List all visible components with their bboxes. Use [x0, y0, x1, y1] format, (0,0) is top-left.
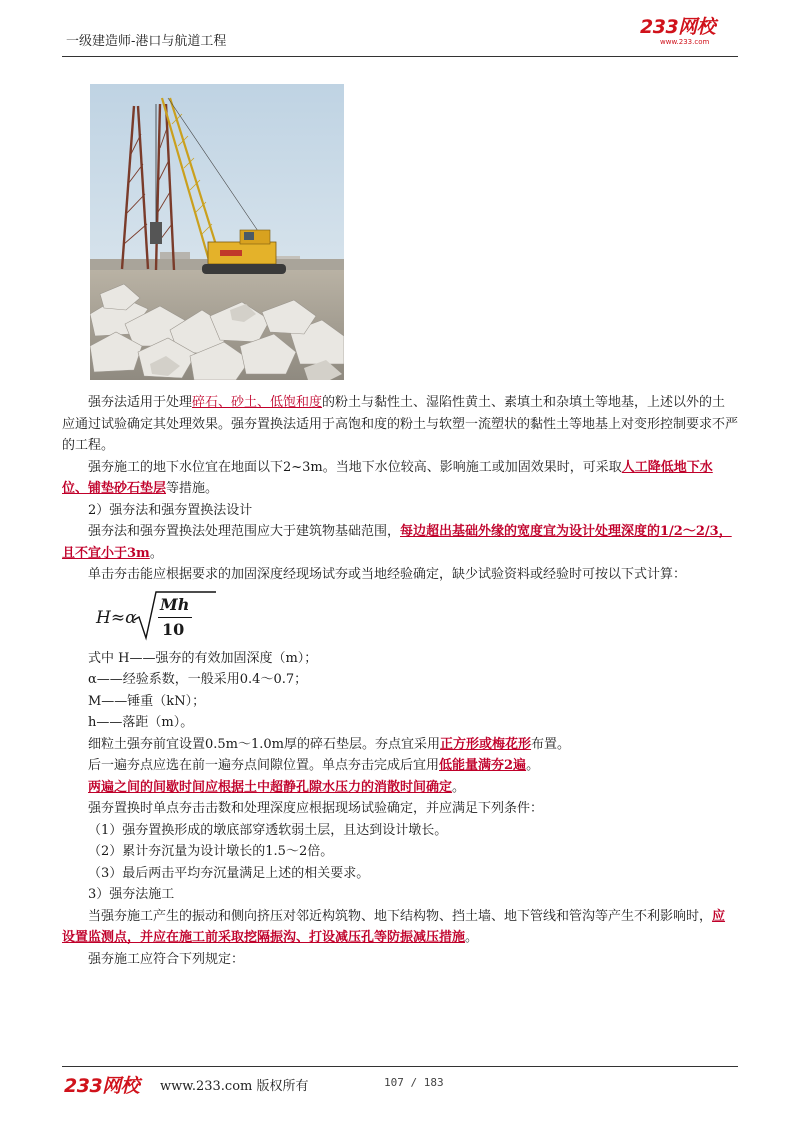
p7-text-c: 。	[452, 779, 466, 795]
paragraph-2	[62, 457, 738, 500]
p3-text-c: 。	[149, 545, 163, 561]
p1-text-c: 的粉土与黏性土、湿陷性黄土、素填土和杂填土等地基，上述以外的土应通过试验确定其处理效果。强夯置换法适用于高饱和度的粉土与软塑一流塑状的黏性土等地基上对变形控制要求不严的工程。	[62, 395, 739, 453]
condition-3: （3）最后两击平均夯沉量满足上述的相关要求。	[88, 865, 370, 881]
crane-photo	[90, 84, 344, 380]
paragraph-1	[62, 392, 738, 457]
paragraph-9	[62, 906, 738, 949]
p2-text-c: 等措施。	[166, 481, 219, 496]
document-body	[62, 392, 738, 970]
fraction-bar	[158, 617, 192, 618]
p3-highlight: 每边超出基础外缘的宽度宜为设计处理深度的1/2～2/3，且不宜小于3m	[62, 524, 732, 561]
p6-highlight: 低能量满夯2遍	[439, 758, 527, 773]
p9-text-c: 。	[465, 930, 479, 945]
p2-highlight: 人工降低地下水位、铺垫砂石垫层	[62, 459, 713, 496]
p5-highlight: 正方形或梅花形	[440, 736, 532, 752]
section-heading-2: 2）强夯法和强夯置换法设计	[88, 502, 253, 518]
paragraph-5	[62, 734, 738, 756]
p6-text-a: 后一遍夯点应选在前一遍夯点间隙位置。单点夯击完成后宜用	[88, 758, 440, 773]
p6-text-c: 。	[526, 758, 540, 773]
formula	[96, 586, 738, 648]
logo-text: 233网校	[640, 16, 716, 38]
logo-url: www.233.com	[660, 38, 710, 46]
formula-lhs: H≈α	[96, 607, 137, 628]
p7-highlight: 两遍之间的间歇时间应根据土中超静孔隙水压力的消散时间确定	[88, 779, 453, 795]
paragraph-10: 强夯施工应符合下列规定：	[88, 951, 245, 967]
p1-text-a: 强夯法适用于处理	[88, 395, 193, 410]
page-number: 107 / 183	[384, 1076, 444, 1089]
condition-2: （2）累计夯沉量为设计墩长的1.5～2倍。	[88, 844, 334, 859]
footer-logo[interactable]: 233网校	[64, 1075, 140, 1097]
section-heading-3: 3）强夯法施工	[88, 887, 175, 902]
footer-copyright: www.233.com 版权所有	[160, 1079, 309, 1094]
p5-text-c: 布置。	[531, 736, 571, 752]
formula-numerator: Mh	[160, 594, 190, 614]
condition-1: （1）强夯置换形成的墩底部穿透软弱土层，且达到设计墩长。	[88, 822, 448, 838]
p1-highlight: 碎石、砂土、低饱和度	[192, 395, 323, 410]
header-rule	[62, 56, 738, 57]
p9-text-a: 当强夯施工产生的振动和侧向挤压对邻近构筑物、地下结构物、挡土墙、地下管线和管沟等产生不利影响时，	[88, 908, 713, 924]
p2-text-a: 强夯施工的地下水位宜在地面以下2~3m。当地下水位较高、影响施工或加固效果时，可采取	[88, 459, 622, 475]
paragraph-4: 单击夯击能应根据要求的加固深度经现场试夯或当地经验确定，缺少试验资料或经验时可按以下式计算：	[88, 567, 687, 582]
p3-text-a: 强夯法和强夯置换法处理范围应大于建筑物基础范围，	[88, 524, 401, 539]
paragraph-8: 强夯置换时单点夯击击数和处理深度应根据现场试验确定，并应满足下列条件：	[88, 801, 544, 816]
brand-logo[interactable]	[640, 16, 740, 50]
def-line-4: h——落距（m）。	[88, 715, 194, 730]
p9-highlight: 应设置监测点，并应在施工前采取挖隔振沟、打设减压孔等防振减压措施	[62, 908, 726, 945]
paragraph-6	[62, 755, 738, 777]
p5-text-a: 细粒土强夯前宜设置0.5m～1.0m厚的碎石垫层。夯点宜采用	[88, 736, 441, 752]
footer-rule	[62, 1066, 738, 1067]
paragraph-7	[62, 777, 738, 799]
formula-denominator: 10	[162, 619, 185, 639]
paragraph-3	[62, 521, 738, 564]
header-title: 一级建造师-港口与航道工程	[66, 34, 227, 49]
def-line-3: M——锤重（kN）；	[88, 693, 206, 709]
def-line-1: 式中 H——强夯的有效加固深度（m）；	[88, 650, 318, 666]
def-line-2: α——经验系数，一般采用0.4～0.7；	[88, 672, 308, 687]
